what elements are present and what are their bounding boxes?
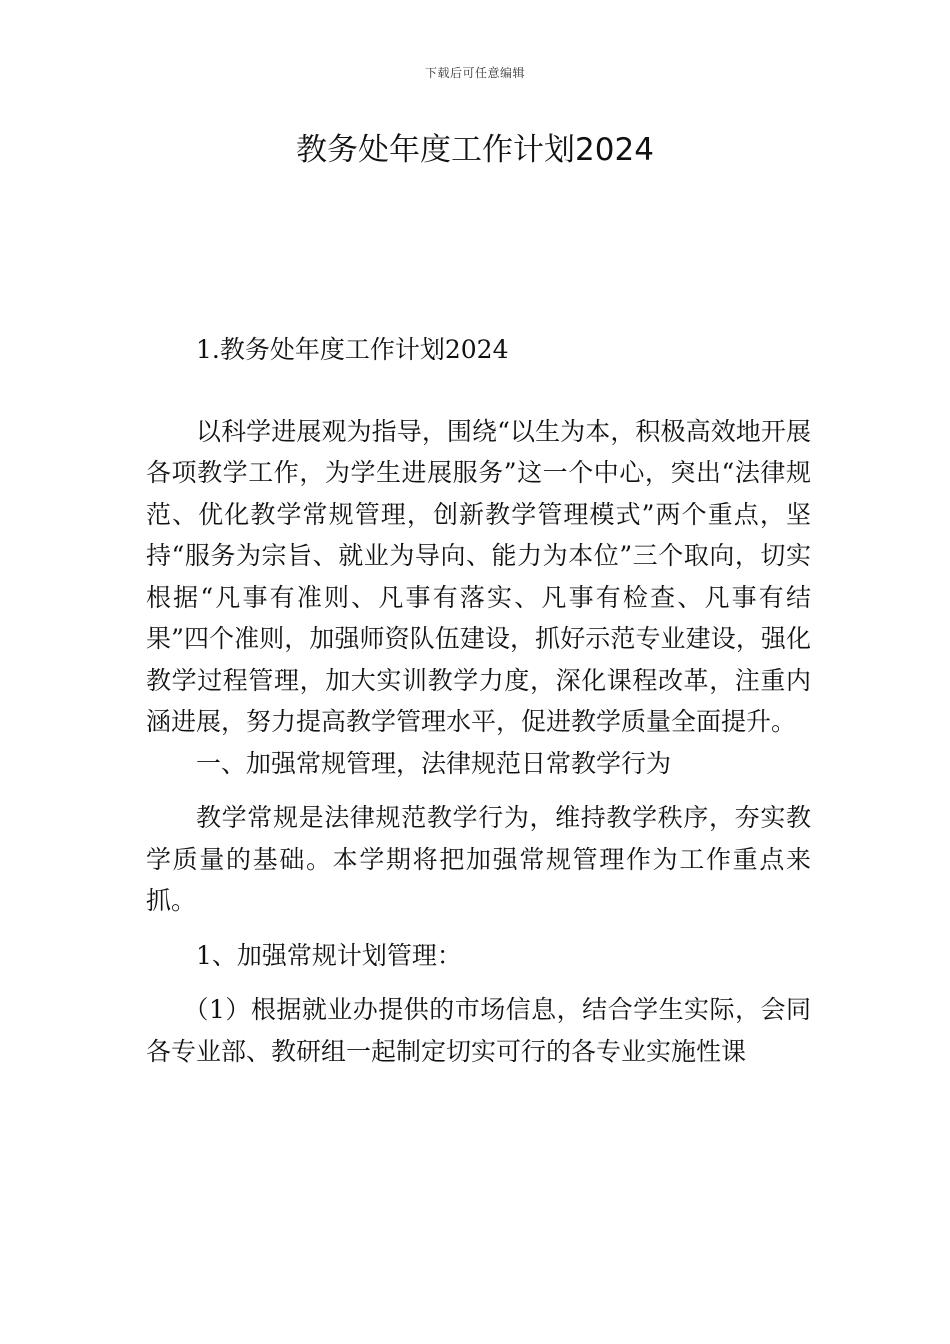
document-title: 教务处年度工作计划2024 <box>296 132 654 168</box>
body-paragraph-intro: 以科学进展观为指导，围绕“以生为本，积极高效地开展各项教学工作，为学生进展服务”这一个中心，突出“法律规范、优化教学常规管理，创新教学管理模式”两个重点，坚持“服务为宗旨、就业为导向、能力为本位”三个取向，切实根据“凡事有准则、凡事有落实、凡事有检查、凡事有结果”四个准则，加强师资队伍建设，抓好示范专业建设，强化教学过程管理，加大实训教学力度，深化课程改革，注重内涵进展，努力提高教学管理水平，促进教学质量全面提升。 <box>146 416 811 736</box>
section-heading-numbered: 1.教务处年度工作计划2024 <box>196 335 509 364</box>
section-heading-1: 一、加强常规管理，法律规范日常教学行为 <box>196 748 672 778</box>
document-body <box>146 329 811 1072</box>
list-item-1: 1、加强常规计划管理： <box>196 940 462 970</box>
header-note: 下载后可任意编辑 <box>424 66 525 80</box>
list-subitem-1: （1）根据就业办提供的市场信息，结合学生实际，会同各专业部、教研组一起制定切实可行的各专业实施性课 <box>146 995 811 1066</box>
body-paragraph-routine: 教学常规是法律规范教学行为，维持教学秩序，夯实教学质量的基础。本学期将把加强常规管理作为工作重点来抓。 <box>146 803 811 915</box>
